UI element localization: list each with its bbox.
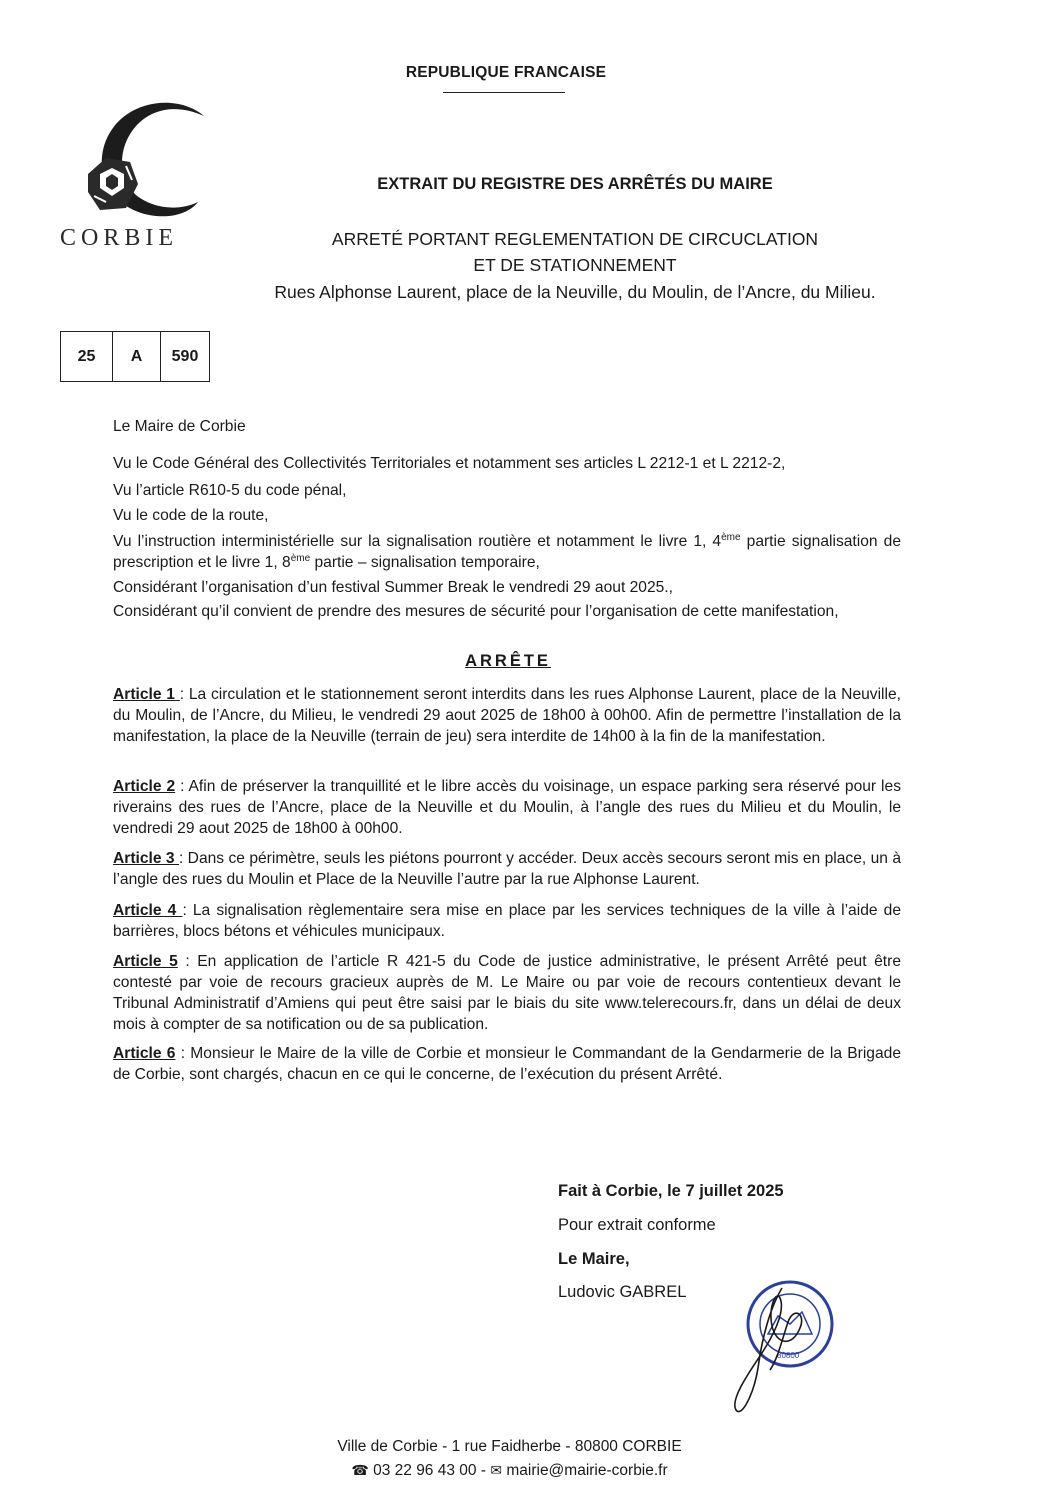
registre-heading: EXTRAIT DU REGISTRE DES ARRÊTÉS DU MAIRE <box>377 175 773 193</box>
vu-code-route: Vu le code de la route, <box>113 507 269 524</box>
article-6: Article 6 : Monsieur le Maire de la ville de Corbie et monsieur le Commandant de la Gendarmerie de la Brigade de Corbie, sont chargés, chacun en ce qui le concerne, de l’exécution du présent Arrêté. <box>113 1045 901 1083</box>
article-5: Article 5 : En application de l’article R 421-5 du Code de justice administrative, le présent Arrêté peut être contesté par voie de recours gracieux auprès de M. Le Maire ou par voie de recours contentieux devant le Tribunal Administratif d’Amiens qui peut être saisi par le biais du site www.telerecours.fr, dans un délai de deux mois à compter de sa notification ou de sa publication. <box>113 953 901 1033</box>
vu-instruction: Vu l’instruction interministérielle sur la signalisation routière et notamment le livre 1, 4ème partie signalisation de prescription et le livre 1, 8ème partie – signalisation temporaire, <box>113 531 901 571</box>
vu-code-penal: Vu l’article R610-5 du code pénal, <box>113 482 347 499</box>
mayor-line: Le Maire de Corbie <box>113 418 246 435</box>
footer-email[interactable]: mairie@mairie-corbie.fr <box>506 1462 668 1479</box>
article-4: Article 4 : La signalisation règlementaire sera mise en place par les services techniques de la ville à l’aide de barrières, blocs bétons et véhicules municipaux. <box>113 902 901 940</box>
heading-rule <box>443 92 565 93</box>
footer-phone: 03 22 96 43 00 <box>373 1462 477 1479</box>
email-icon: ✉ <box>490 1462 503 1478</box>
fait-a-date: Fait à Corbie, le 7 juillet 2025 <box>558 1182 784 1200</box>
signatory-name: Ludovic GABREL <box>558 1283 687 1301</box>
arrete-number-box <box>60 331 210 382</box>
signatory-role: Le Maire, <box>558 1250 630 1268</box>
svg-text:80800: 80800 <box>777 1351 800 1360</box>
vu-cgct: Vu le Code Général des Collectivités Territoriales et notamment ses articles L 2212-1 et L 2212-2, <box>113 455 786 472</box>
phone-icon: ☎ <box>351 1462 369 1478</box>
footer-separator: - <box>476 1462 491 1479</box>
arrete-title-streets: Rues Alphonse Laurent, place de la Neuville, du Moulin, de l’Ancre, du Milieu. <box>274 282 876 302</box>
footer-contact <box>0 1462 1019 1480</box>
extrait-conforme: Pour extrait conforme <box>558 1216 716 1234</box>
considerant-securite: Considérant qu’il convient de prendre des mesures de sécurité pour l’organisation de cette manifestation, <box>113 603 839 620</box>
article-1: Article 1 : La circulation et le stationnement seront interdits dans les rues Alphonse Laurent, place de la Neuville, du Moulin, de l’Ancre, du Milieu, le vendredi 29 aout 2025 de 18h00 à 00h00. Afin de permettre l’installation de la manifestation, la place de la Neuville (terrain de jeu) sera interdite de 14h00 à la fin de la manifestation. <box>113 686 901 745</box>
footer-address: Ville de Corbie - 1 rue Faidherbe - 80800 CORBIE <box>337 1438 682 1455</box>
mairie-stamp-signature <box>722 1278 854 1420</box>
arrete-title-line2: ET DE STATIONNEMENT <box>473 255 677 275</box>
article-3: Article 3 : Dans ce périmètre, seuls les piétons pourront y accéder. Deux accès secours seront mis en place, un à l’angle des rues du Moulin et Place de la Neuville l’autre par la rue Alphonse Laurent. <box>113 850 901 888</box>
arrete-number: 590 <box>161 332 210 382</box>
arrete-title-line1: ARRETÉ PORTANT REGLEMENTATION DE CIRCUCLATION <box>331 229 819 249</box>
arrete-heading: ARRÊTE <box>465 652 551 670</box>
logo-wordmark: CORBIE <box>60 225 179 251</box>
republique-heading: REPUBLIQUE FRANCAISE <box>405 64 607 81</box>
arrete-letter: A <box>113 332 161 382</box>
considerant-festival: Considérant l’organisation d’un festival Summer Break le vendredi 29 aout 2025., <box>113 579 673 596</box>
arrete-year: 25 <box>61 332 113 382</box>
article-2: Article 2 : Afin de préserver la tranquillité et le libre accès du voisinage, un espace parking sera réservé pour les riverains des rues de l’Ancre, place de la Neuville et du Moulin, à l’angle des rues du Milieu et du Moulin, le vendredi 29 aout 2025 de 18h00 à 00h00. <box>113 778 901 837</box>
